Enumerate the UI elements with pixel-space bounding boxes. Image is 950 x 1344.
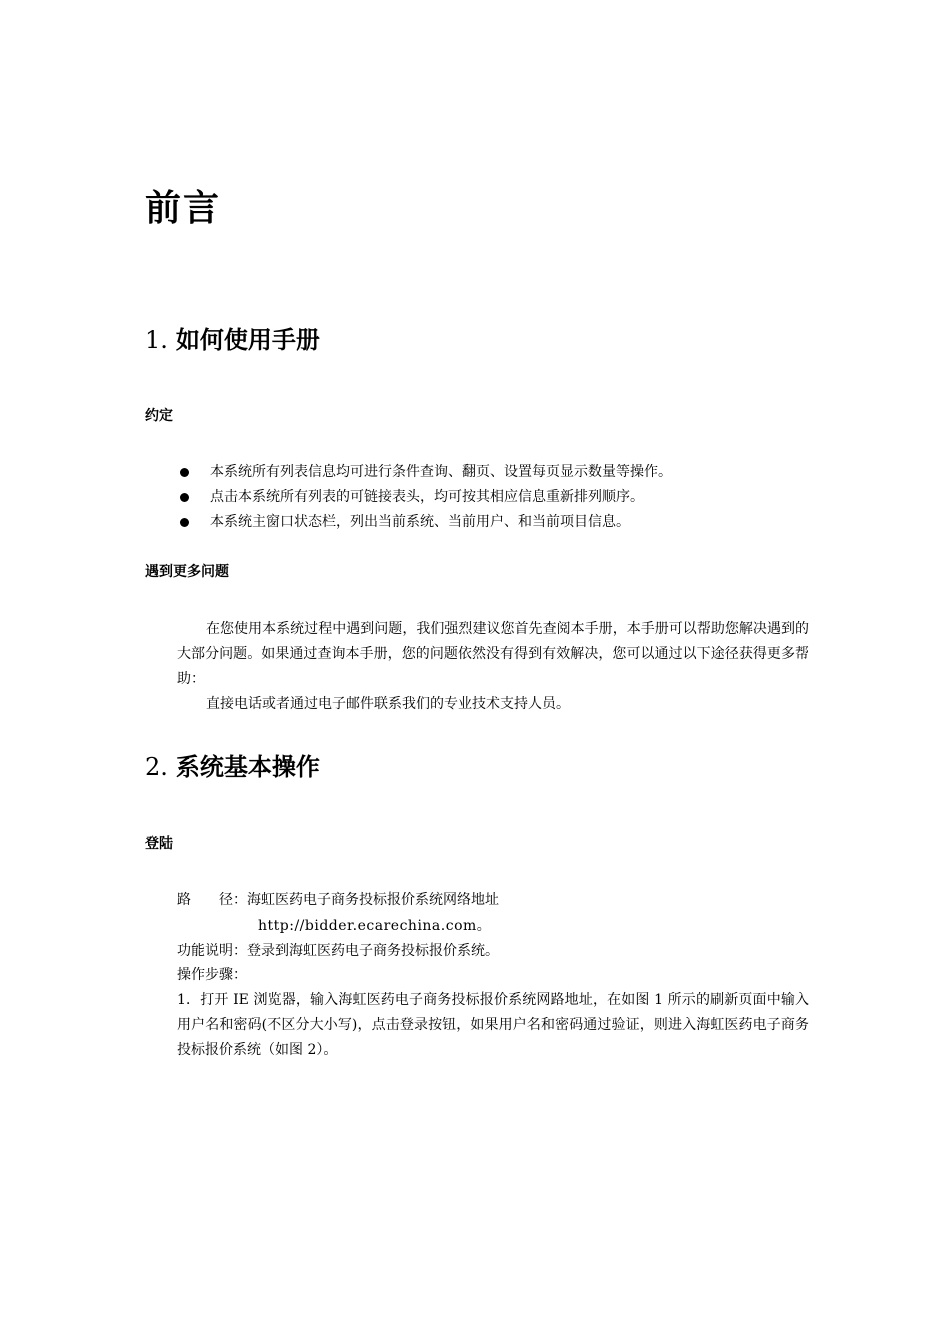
- list-item-text: 本系统所有列表信息均可进行条件查询、翻页、设置每页显示数量等操作。: [210, 464, 672, 480]
- more-help-heading: 遇到更多问题: [145, 564, 229, 580]
- bullet-icon: [180, 493, 189, 502]
- bullet-icon: [180, 468, 189, 477]
- path-label: 路 径：: [177, 892, 247, 908]
- section-2-heading: [145, 747, 320, 782]
- list-item-text: 点击本系统所有列表的可链接表头，均可按其相应信息重新排列顺序。: [210, 489, 644, 505]
- list-item: [178, 510, 818, 535]
- section-1-number: 1.: [145, 326, 168, 354]
- page-title: 前言: [145, 188, 222, 229]
- support-contact-paragraph: 直接电话或者通过电子邮件联系我们的专业技术支持人员。: [206, 696, 570, 712]
- function-line: [177, 939, 499, 964]
- section-1-heading: [145, 320, 320, 355]
- bullet-icon: [180, 518, 189, 527]
- list-item: [178, 460, 818, 485]
- section-2-title: 系统基本操作: [175, 753, 320, 781]
- steps-label: 操作步骤：: [177, 967, 247, 983]
- function-value: 登录到海虹医药电子商务投标报价系统。: [247, 943, 499, 959]
- path-value: 海虹医药电子商务投标报价系统网络地址: [247, 892, 499, 908]
- path-url: http://bidder.ecarechina.com。: [258, 918, 492, 934]
- conventions-heading: 约定: [145, 408, 173, 424]
- login-heading: 登陆: [145, 836, 173, 852]
- section-2-number: 2.: [145, 753, 168, 781]
- function-label: 功能说明：: [177, 943, 247, 959]
- more-help-paragraph: 在您使用本系统过程中遇到问题，我们强烈建议您首先查阅本手册，本手册可以帮助您解决遇到的大部分问题。如果通过查询本手册，您的问题依然没有得到有效解决，您可以通过以下途径获得更多帮助：: [177, 621, 809, 687]
- list-item-text: 本系统主窗口状态栏，列出当前系统、当前用户、和当前项目信息。: [210, 514, 630, 530]
- conventions-list: [178, 460, 818, 535]
- path-line: [177, 888, 499, 913]
- step-1-paragraph: 1．打开 IE 浏览器，输入海虹医药电子商务投标报价系统网路地址，在如图 1 所示的刷新页面中输入用户名和密码(不区分大小写)，点击登录按钮，如果用户名和密码通过验证，则进入海虹医药电子商务投标报价系统（如图 2）。: [177, 992, 809, 1058]
- section-1-title: 如何使用手册: [175, 326, 320, 354]
- list-item: [178, 485, 818, 510]
